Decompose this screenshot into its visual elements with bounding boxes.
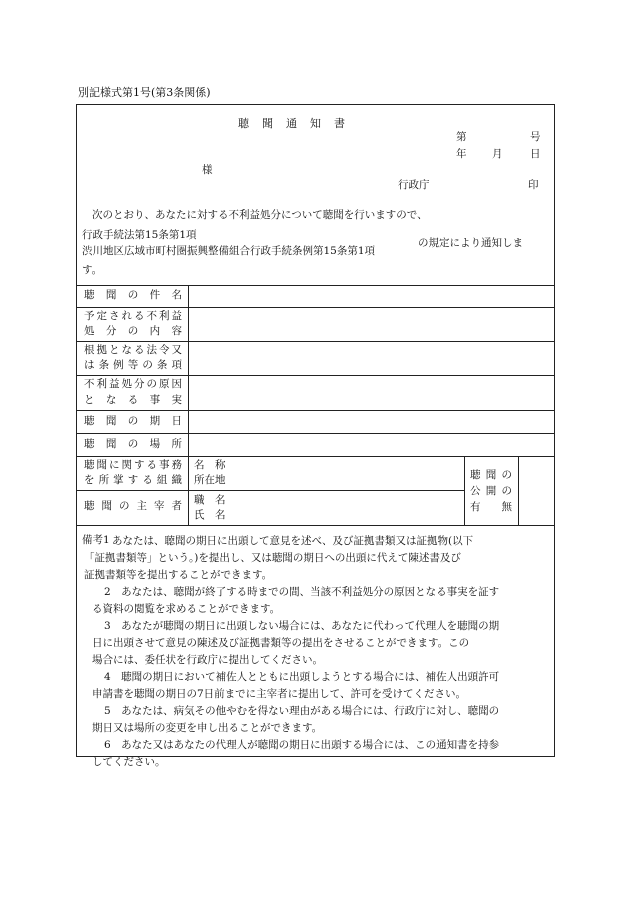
table-rule — [76, 375, 555, 376]
issuer-name: 行政庁 — [398, 179, 430, 191]
table-rule — [76, 525, 555, 526]
label-cause-facts-1: 不利益処分の原因 — [84, 378, 182, 390]
table-rule — [76, 285, 555, 286]
label-legal-provisions-2: は条例等の条項 — [84, 359, 182, 371]
table-col-rule — [188, 285, 189, 525]
chair-title-field: 職 名 — [194, 494, 226, 506]
basis-tail: の規定により通知しま — [418, 237, 523, 249]
addressee-suffix: 様 — [202, 164, 213, 176]
note-3: 3 あなたが聴聞の期日に出頭しない場合には、あなたに代わって代理人を聴聞の期 日に出頭させて意見の陳述及び証拠書類等の提出をさせることができます。この 場合には、委任状を行政庁に提出してください。 — [92, 620, 500, 666]
form-caption: 別記様式第1号(第3条関係) — [78, 86, 211, 99]
table-rule — [76, 490, 464, 491]
basis-tail-2: す。 — [82, 264, 103, 276]
table-rule — [76, 341, 555, 342]
label-hearing-place: 聴 聞 の 場 所 — [84, 438, 182, 450]
note-2: 2 あなたは、聴聞が終了する時までの間、当該不利益処分の原因となる事実を証す る資料の閲覧を求めることができます。 — [92, 586, 500, 615]
number-prefix: 第 — [456, 131, 467, 143]
publicity-label-2: 公開の — [470, 485, 512, 497]
chair-name-field: 氏 名 — [194, 509, 226, 521]
label-planned-disposition-2: 処 分 の 内 容 — [84, 325, 182, 337]
note-6: 6 あなた又はあなたの代理人が聴聞の期日に出頭する場合には、この通知書を持参 してください。 — [92, 739, 500, 768]
date-day: 日 — [530, 148, 541, 160]
note-5: 5 あなたは、病気その他やむを得ない理由がある場合には、行政庁に対し、聴聞の 期日又は場所の変更を申し出ることができます。 — [92, 705, 500, 734]
table-col-rule — [464, 456, 465, 525]
label-planned-disposition-1: 予定される不利益 — [84, 310, 182, 322]
publicity-label-3: 有 無 — [470, 501, 512, 513]
notes-label: 備考1 — [82, 534, 110, 546]
note-4: 4 聴聞の期日において補佐人とともに出頭しようとする場合には、補佐人出頭許可 申請書を聴聞の期日の7日前までに主宰者に提出して、許可を受けてください。 — [92, 671, 500, 700]
org-name-field: 名 称 — [194, 459, 226, 471]
legal-basis-1: 行政手続法第15条第1項 — [82, 229, 197, 241]
table-rule — [76, 433, 555, 434]
date-year: 年 — [456, 148, 467, 160]
label-chair: 聴 聞 の 主 宰 者 — [84, 500, 182, 512]
label-cause-facts-2: と な る 事 実 — [84, 394, 182, 406]
table-rule — [76, 456, 555, 457]
issuer-seal: 印 — [528, 179, 539, 191]
intro-text: 次のとおり、あなたに対する不利益処分について聴聞を行いますので、 — [92, 209, 428, 221]
date-month: 月 — [492, 148, 503, 160]
legal-basis-2: 渋川地区広域市町村圏振興整備組合行政手続条例第15条第1項 — [82, 245, 376, 257]
table-rule — [76, 307, 555, 308]
org-address-field: 所在地 — [194, 474, 226, 486]
table-rule — [76, 410, 555, 411]
label-legal-provisions-1: 根拠となる法令又 — [84, 344, 182, 356]
label-hearing-date: 聴 聞 の 期 日 — [84, 415, 182, 427]
number-suffix: 号 — [530, 131, 541, 143]
note-1: あなたは、聴聞の期日に出頭して意見を述べ、及び証拠書類又は証拠物(以下 「証拠書類等」という。)を提出し、又は聴聞の期日への出頭に代えて陳述書及び 証拠書類等を提出することができます。 — [84, 535, 474, 581]
publicity-label-1: 聴聞の — [470, 469, 512, 481]
table-col-rule — [518, 456, 519, 525]
label-organization-2: を所掌する組織 — [84, 474, 182, 486]
label-case-name: 聴 聞 の 件 名 — [84, 289, 182, 301]
label-organization-1: 聴聞に関する事務 — [84, 459, 182, 471]
document-title: 聴 聞 通 知 書 — [238, 117, 346, 130]
